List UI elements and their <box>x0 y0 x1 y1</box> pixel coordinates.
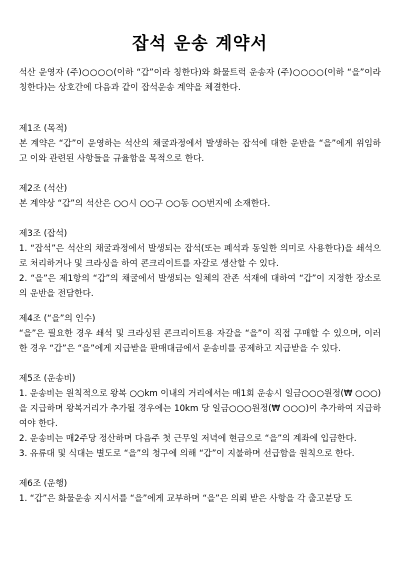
article-4-paragraph-1: “을”은 필요한 경우 쇄석 및 크라싱된 콘크리이트용 자갈을 “을”이 직접 구매할 수 있으며, 이러한 경우 “갑”은 “을”에게 지급받을 판매대금에서 운송비를 공제하고 지급받을 수 있다. <box>19 329 381 354</box>
spacer <box>19 302 381 312</box>
article-5-paragraph-2: 2. 운송비는 매2주당 정산하며 다음주 첫 근무일 저녁에 현금으로 “을”의 계좌에 입금한다. <box>19 434 357 444</box>
document-title: 잡석 운송 계약서 <box>132 34 268 54</box>
article-5-heading: 제5조 (운송비) <box>19 374 76 384</box>
article-5-paragraph-3: 3. 유류대 및 식대는 별도로 “을”의 청구에 의해 “갑”이 지불하며 선급함을 원칙으로 한다. <box>19 449 355 459</box>
article-5-paragraph-1: 1. 운송비는 원칙적으로 왕복 ○○km 이내의 거리에서는 매1회 운송시 일금○○○원정(₩ ○○○)을 지급하며 왕복거리가 추가될 경우에는 10km 당 일금○○○원정(₩ ○○○)이 추가하여 지급하여야 한다. <box>19 389 381 429</box>
article-3-paragraph-2: 2. “을”은 제1항의 “갑”의 채굴에서 발생되는 일체의 잔존 석재에 대하여 “갑”이 지정한 장소로의 운반을 전담한다. <box>19 274 381 299</box>
spacer <box>19 167 381 182</box>
article-3-paragraph-1: 1. “잡석”은 석산의 채굴과정에서 발생되는 잡석(또는 폐석과 동일한 의미로 사용한다)을 쇄석으로 처리하거나 및 크라싱을 하여 콘크리이트를 자갈로 생산할 수 있다. <box>19 244 381 269</box>
article-6-paragraph-1: 1. “갑”은 화물운송 지시서를 “을”에게 교부하며 “을”은 의뢰 받은 사항을 각 출고분당 도 <box>19 494 353 504</box>
article-3-heading: 제3조 (잡석) <box>19 229 68 239</box>
spacer <box>19 357 381 372</box>
article-2-paragraph-1: 본 계약상 “갑”의 석산은 ○○시 ○○구 ○○동 ○○번지에 소재한다. <box>19 199 271 209</box>
article-2-heading: 제2조 (석산) <box>19 184 68 194</box>
article-1-heading: 제1조 (목적) <box>19 124 68 134</box>
intro-paragraph: 석산 운영자 (주)○○○○(이하 “갑”이라 칭한다)와 화물트럭 운송자 (주)○○○○(이하 “을”이라 칭한다)는 상호간에 다음과 같이 잡석운송 계약을 체결한다. <box>19 68 381 93</box>
article-4-heading: 제4조 (“을”의 인수) <box>19 314 96 324</box>
article-6-heading: 제6조 (운행) <box>19 479 68 489</box>
spacer <box>19 212 381 227</box>
article-1-paragraph-1: 본 계약은 “갑”이 운영하는 석산의 채굴과정에서 발생하는 잡석에 대한 운반을 “을”에게 위임하고 이와 관련된 사항들을 규율함을 목적으로 한다. <box>19 139 381 164</box>
spacer <box>19 462 381 477</box>
spacer <box>19 96 381 122</box>
